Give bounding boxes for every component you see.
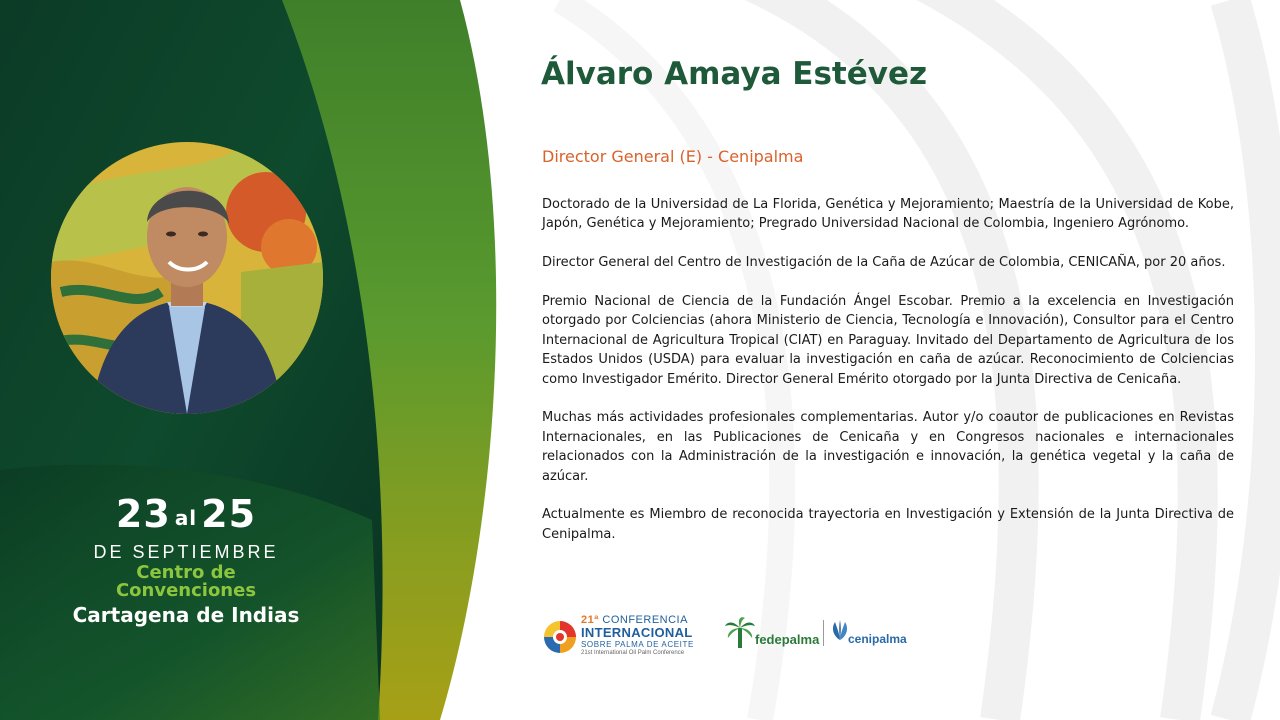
conference-emblem-icon	[543, 620, 577, 654]
fedepalma-palm-icon	[725, 616, 755, 648]
conference-logo	[541, 612, 711, 662]
conference-word: CONFERENCIA	[602, 614, 688, 626]
venue-city: Cartagena de Indias	[72, 603, 300, 627]
conference-english: 21st International Oil Palm Conference	[581, 650, 685, 656]
speaker-bio	[542, 195, 1234, 544]
conference-international: INTERNACIONAL	[581, 625, 693, 640]
speaker-photo	[51, 142, 323, 414]
bio-paragraph: Premio Nacional de Ciencia de la Fundación Ángel Escobar. Premio a la excelencia en Investigación otorgado por Colciencias (ahora Ministerio de Ciencia, Tecnología e Innovación), Consultor para el Centro Internacional de Agricultura Tropical (CIAT) en Paraguay. Invitado del Departamento de Agricultura de los Estados Unidos (USDA) para evaluar la investigación en caña de azúcar. Reconocimiento de Colciencias como Investigador Emérito. Director General Emérito otorgado por la Junta Directiva de Cenicaña.	[542, 294, 1234, 387]
date-connector: al	[174, 506, 198, 530]
logo-divider	[823, 620, 824, 646]
speaker-name: Álvaro Amaya Estévez	[541, 56, 928, 92]
speaker-role: Director General (E) - Cenipalma	[542, 147, 804, 166]
event-month: DE SEPTIEMBRE	[93, 542, 279, 562]
venue-line-1: Centro de	[136, 562, 236, 583]
event-dates	[0, 492, 372, 563]
day-end: 25	[201, 492, 257, 536]
venue-line-2: Convenciones	[115, 580, 257, 601]
bio-paragraph: Muchas más actividades profesionales complementarias. Autor y/o coautor de publicaciones en Revistas Internacionales, en las Publicaciones de Cenicaña y en Congresos nacionales e internacionales relacionados con la Administración de la investigación e innovación, la genética vegetal y la caña de azúcar.	[542, 410, 1234, 484]
bio-paragraph: Doctorado de la Universidad de La Florida, Genética y Mejoramiento; Maestría de la Universidad de Kobe, Japón, Genética y Mejoramiento; Pregrado Universidad Nacional de Colombia, Ingeniero Agrónomo.	[542, 197, 1234, 232]
day-start: 23	[115, 492, 171, 536]
conference-topic: SOBRE PALMA DE ACEITE	[581, 640, 694, 649]
fedepalma-wordmark: fedepalma	[755, 632, 820, 647]
cenipalma-logo	[829, 620, 919, 650]
cenipalma-wordmark: cenipalma	[848, 632, 907, 646]
footer-logos	[541, 612, 921, 662]
bio-paragraph: Director General del Centro de Investigación de la Caña de Azúcar de Colombia, CENICAÑA, por 20 años.	[542, 255, 1226, 271]
conference-number: 21ª	[581, 614, 599, 626]
bio-paragraph: Actualmente es Miembro de reconocida trayectoria en Investigación y Extensión de la Junta Directiva de Cenipalma.	[542, 507, 1234, 542]
event-venue	[0, 564, 372, 628]
fedepalma-logo	[725, 616, 825, 652]
